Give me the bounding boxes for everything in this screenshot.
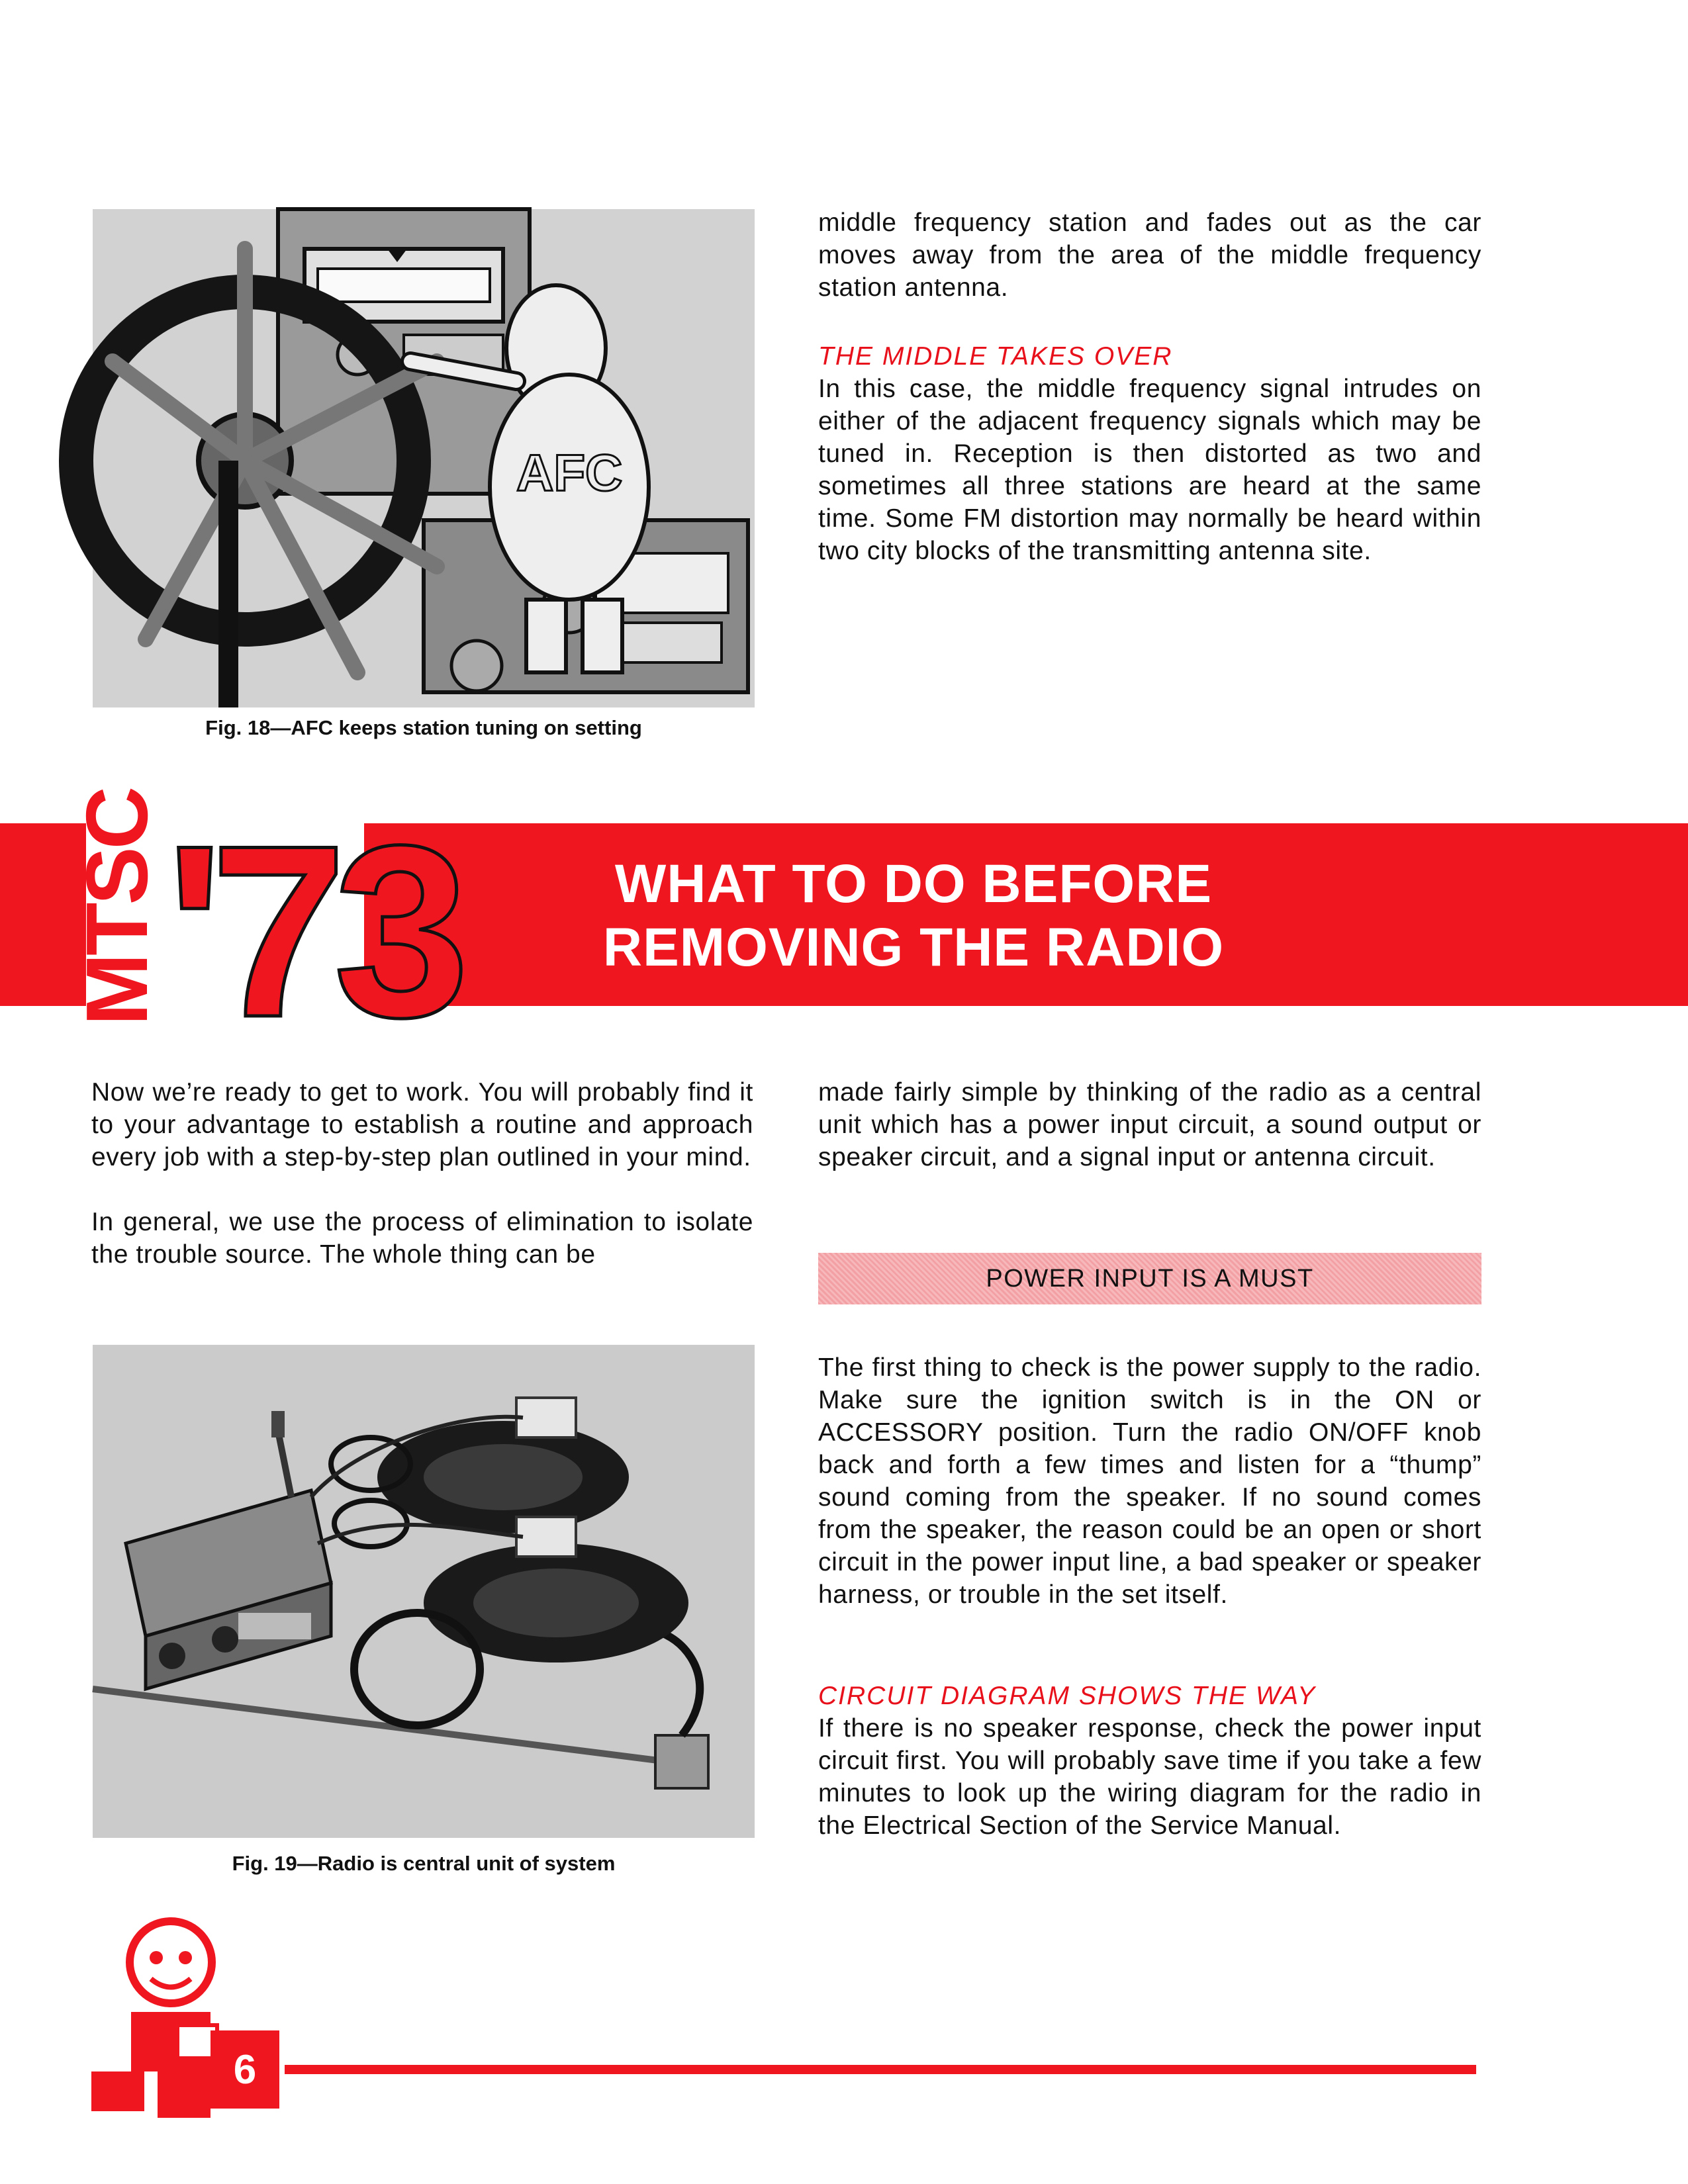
- left-column-text: [91, 1076, 753, 1271]
- logo-number: '73: [165, 795, 457, 1068]
- footer-rule: [285, 2065, 1476, 2074]
- mtsc73-logo: [68, 788, 457, 1068]
- figure-19-caption: Fig. 19—Radio is central unit of system: [232, 1852, 616, 1875]
- banner-title-line-1: WHAT TO DO BEFORE: [614, 854, 1213, 914]
- circuit-diagram-text: If there is no speaker response, check the power input circuit first. You will probably save time if you take a few minutes to look up the wiring diagram for the radio in the Electrical Section of the Service Manual.: [818, 1714, 1481, 1840]
- section-heading-middle-takes-over: THE MIDDLE TAKES OVER: [818, 342, 1173, 371]
- afc-label: AFC: [516, 443, 623, 502]
- section-heading-circuit-diagram: CIRCUIT DIAGRAM SHOWS THE WAY: [818, 1682, 1317, 1710]
- figure-18-caption: Fig. 18—AFC keeps station tuning on setting: [205, 716, 642, 739]
- page-number: 6: [211, 2030, 279, 2109]
- middle-takes-over-paragraph: [818, 373, 1481, 567]
- right-column-intro: [818, 1076, 1481, 1173]
- left-paragraph-2: In general, we use the process of elimination to isolate the trouble source. The whole thing can be: [91, 1208, 753, 1269]
- figure-19-photo: [93, 1345, 755, 1838]
- power-input-subhead-box: [818, 1253, 1481, 1304]
- circuit-diagram-paragraph: [818, 1712, 1481, 1842]
- power-input-subhead: POWER INPUT IS A MUST: [986, 1264, 1314, 1293]
- radio-system-photo: [93, 1345, 755, 1838]
- power-input-paragraph: [818, 1351, 1481, 1611]
- continuation-paragraph: middle frequency station and fades out as the car moves away from the area of the middle frequency station antenna.: [818, 208, 1481, 302]
- middle-takes-over-text: In this case, the middle frequency signal intrudes on either of the adjacent frequency signals which may be tuned in. Reception is then distorted as two and sometimes all three stations are heard at the same time. Some FM distortion may normally be heard within two city blocks of the transmitting antenna site.: [818, 375, 1481, 565]
- power-input-text: The first thing to check is the power supply to the radio. Make sure the ignition switch is in the ON or ACCESSORY position. Turn the radio ON/OFF knob back and forth a few times and listen for a “thump” sound coming from the speaker. If no sound comes from the speaker, the reason could be an open or short circuit in the power input line, a bad speaker or speaker harness, or trouble in the set itself.: [818, 1353, 1481, 1609]
- right-paragraph-1: made fairly simple by thinking of the radio as a central unit which has a power input circuit, a sound output or speaker circuit, and a signal input or antenna circuit.: [818, 1078, 1481, 1171]
- afc-cartoon-drawing: [93, 209, 755, 707]
- left-paragraph-1: Now we’re ready to get to work. You will probably find it to your advantage to establish a routine and approach every job with a step-by-step plan outlined in your mind.: [91, 1078, 753, 1171]
- figure-18-illustration: [93, 209, 755, 707]
- logo-letters: MTSC: [68, 789, 165, 1026]
- banner-title-line-2: REMOVING THE RADIO: [602, 917, 1225, 978]
- banner-title: [503, 852, 1324, 979]
- top-right-text: [818, 206, 1481, 304]
